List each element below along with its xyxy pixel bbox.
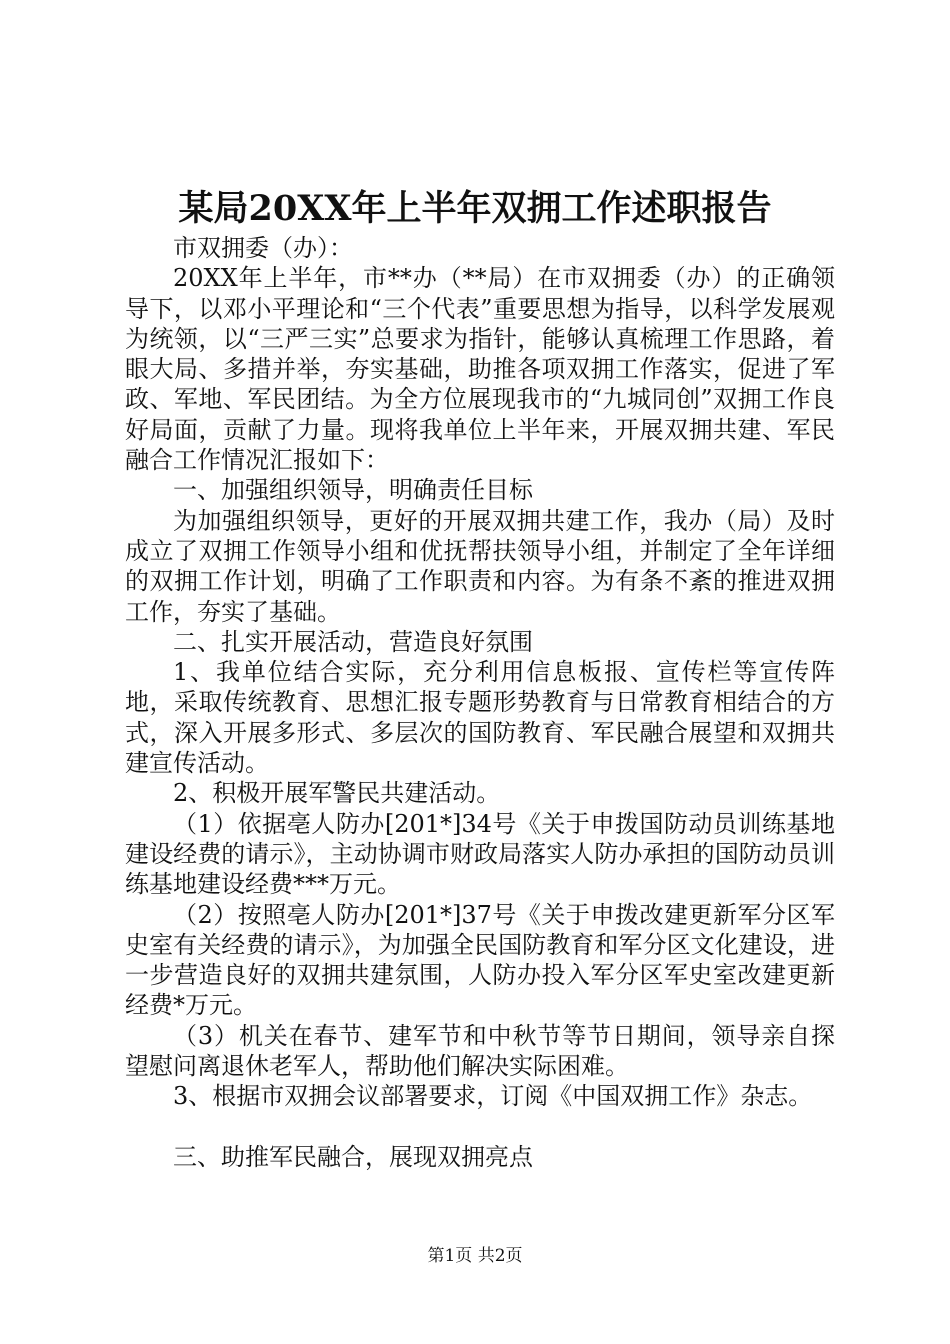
paragraph-item-2: 2、积极开展军警民共建活动。 [173,779,501,808]
paragraph-subitem-2: （2）按照亳人防办[201*]37号《关于申拨改建更新军分区军史室有关经费的请示》，为加强全民国防教育和军分区文化建设，进一步营造良好的双拥共建氛围，人防办投入军分区军史室改建更新经费*万元。 [125,900,835,1020]
section-heading-2: 二、扎实开展活动，营造良好氛围 [173,627,533,656]
blank-line [125,1112,835,1142]
paragraph-subitem-1: （1）依据亳人防办[201*]34号《关于申拨国防动员训练基地建设经费的请示》，主动协调市财政局落实人防办承担的国防动员训练基地建设经费***万元。 [125,809,835,899]
document-title: 某局20XX年上半年双拥工作述职报告 [178,188,772,229]
paragraph-item-1: 1、我单位结合实际，充分利用信息板报、宣传栏等宣传阵地，采取传统教育、思想汇报专题形势教育与日常教育相结合的方式，深入开展多形式、多层次的国防教育、军民融合展望和双拥共建宣传活动。 [125,658,835,778]
paragraph-intro: 20XX年上半年，市**办（**局）在市双拥委（办）的正确领导下，以邓小平理论和“三个代表”重要思想为指导，以科学发展观为统领，以“三严三实”总要求为指针，能够认真梳理工作思路，着眼大局、多措并举，夯实基础，助推各项双拥工作落实，促进了军政、军地、军民团结。为全方位展现我市的“九城同创”双拥工作良好局面，贡献了力量。现将我单位上半年来，开展双拥共建、军民融合工作情况汇报如下： [125,264,835,475]
page-footer: 第1页 共2页 [427,1246,523,1266]
salutation: 市双拥委（办）： [173,234,353,262]
paragraph-item-3: 3、根据市双拥会议部署要求，订阅《中国双拥工作》杂志。 [173,1082,813,1111]
document-body [125,233,835,1172]
section-heading-1: 一、加强组织领导，明确责任目标 [173,476,533,505]
paragraph-subitem-3: （3）机关在春节、建军节和中秋节等节日期间，领导亲自探望慰问离退休老军人，帮助他们解决实际困难。 [125,1021,835,1081]
section-heading-3: 三、助推军民融合，展现双拥亮点 [173,1142,533,1171]
paragraph-section-1: 为加强组织领导，更好的开展双拥共建工作，我办（局）及时成立了双拥工作领导小组和优抚帮扶领导小组，并制定了全年详细的双拥工作计划，明确了工作职责和内容。为有条不紊的推进双拥工作，夯实了基础。 [125,506,835,626]
